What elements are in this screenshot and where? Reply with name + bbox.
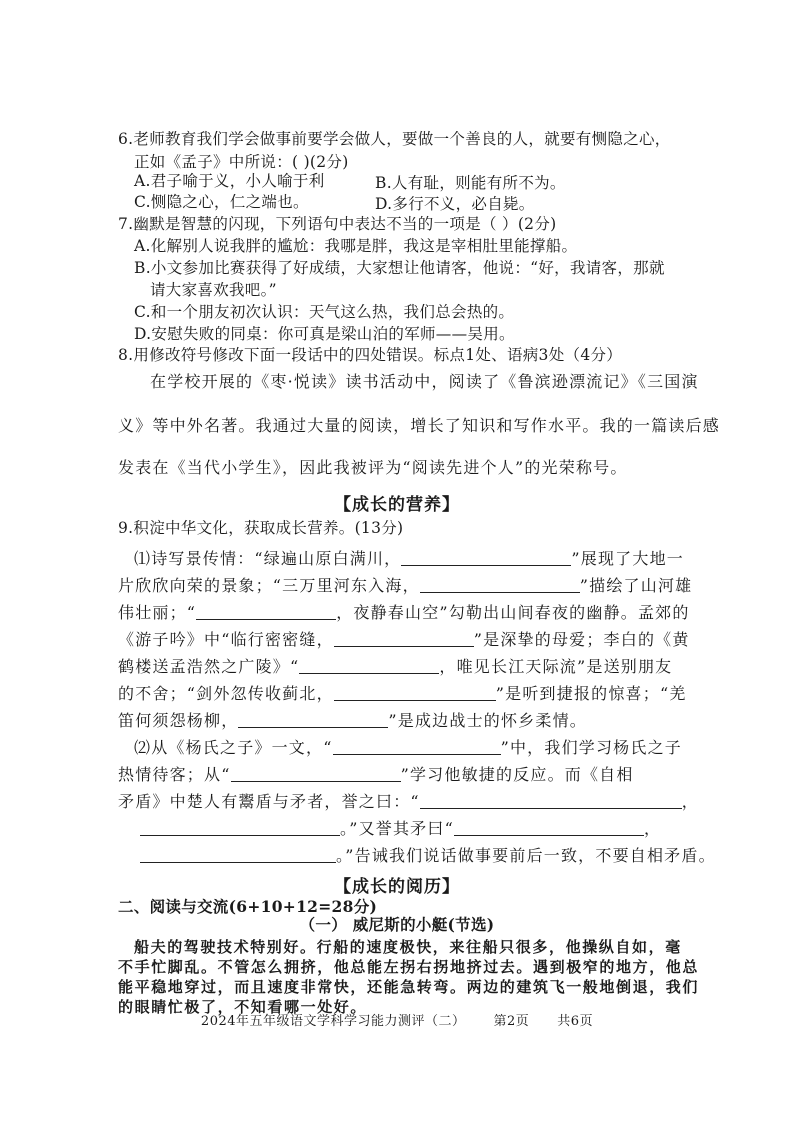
q7-option-d: D.安慰失败的同桌：你可真是梁山泊的军师——吴用。 [134,325,515,343]
q9-line8 [134,736,682,760]
q9-line7 [118,709,587,733]
q9-line6-text-b: ”是听到捷报的惊喜；“羌 [495,684,687,703]
q9-line11-text-b: 。”又誉其矛曰“ [340,819,454,838]
q9-line2-text-a: 片欣欣向荣的景象；“三万里河东入海， [118,576,420,595]
q9-line2-text-b: ”描绘了山河雄 [579,576,693,595]
q9-line9-text-b: ”学习他敏捷的反应。而《自相 [400,765,634,784]
answer-blank[interactable] [299,657,439,674]
q6-option-d: D.多行不义，必自毙。 [375,195,535,213]
q9-line2 [118,574,692,598]
reading-subtitle: （一） 威尼斯的小艇(节选) [299,915,495,934]
q9-line8-text-a: ⑵从《杨氏之子》一文，“ [134,738,333,757]
q9-line11-text-c: ， [643,819,662,838]
q9-line3 [118,601,690,625]
q9-line12 [140,844,716,868]
q6-option-c: C.恻隐之心，仁之端也。 [134,193,309,211]
answer-blank[interactable] [238,711,388,728]
q9-line6-text-a: 的不舍；“剑外忽传收蓟北， [118,684,334,703]
reading-line2: 不手忙脚乱。不管怎么拥挤，他总能左拐右拐地挤过去。遇到极窄的地方，他总 [118,958,700,976]
q6-option-a: A.君子喻于义，小人喻于利 [134,172,325,190]
answer-blank[interactable] [231,765,401,782]
q7-option-c: C.和一个朋友初次认识：天气这么热，我们总会热的。 [134,303,515,321]
q7-stem: 7.幽默是智慧的闪现，下列语句中表达不当的一项是（ ）(2分) [118,215,557,233]
q6-stem-line2: 正如《孟子》中所说：( )(2分) [134,153,349,171]
answer-blank[interactable] [140,819,340,836]
q7-option-b-line2: 请大家喜欢我吧。” [150,281,277,299]
q9-line10 [118,790,699,814]
q9-line12-text-b: 。”告诫我们说话做事要前后一致，不要自相矛盾。 [336,846,716,865]
answer-blank[interactable] [333,738,501,755]
q8-paragraph-line3: 发表在《当代小学生》，因此我被评为“阅读先进个人”的光荣称号。 [118,458,628,477]
q9-line6 [118,682,687,706]
page-footer [0,1010,794,1029]
q9-line1-text-b: ”展现了大地一 [571,549,684,568]
part2-heading: 二、阅读与交流(6+10+12=28分) [118,897,378,916]
answer-blank[interactable] [454,819,644,836]
reading-line4: 的眼睛忙极了，不知看哪一处好。 [118,998,368,1016]
q9-line5-text-a: 鹤楼送孟浩然之广陵》“ [118,657,300,676]
footer-exam-title: 2024年五年级语文学科学习能力测评（二） [200,1014,466,1029]
q9-line7-text-b: ”是成边战士的怀乡柔情。 [388,711,587,730]
answer-blank[interactable] [140,846,336,863]
answer-blank[interactable] [420,576,580,593]
q6-stem-line1: 6.老师教育我们学会做事前要学会做人，要做一个善良的人，就要有恻隐之心， [118,130,671,148]
q9-line10-text-b: ， [681,792,699,811]
q6-option-b: B.人有耻，则能有所不为。 [375,174,566,192]
answer-blank[interactable] [401,549,571,566]
section-title-nutrition: 【成长的营养】 [334,495,460,515]
q9-line4 [118,628,690,652]
q9-line5-text-b: ，唯见长江天际流”是送别朋友 [439,657,673,676]
q9-line1-text-a: ⑴诗写景传情：“绿遍山原白满川， [134,549,402,568]
q7-option-b-line1: B.小文参加比赛获得了好成绩，大家想让他请客，他说：“好，我请客，那就 [134,259,665,277]
q8-paragraph-line1: 在学校开展的《枣·悦读》读书活动中，阅读了《鲁滨逊漂流记》《三国演 [150,372,699,391]
q9-line9 [118,763,634,787]
q9-line7-text-a: 笛何须怨杨柳， [118,711,239,730]
q9-line4-text-b: ”是深挚的母爱；李白的《黄 [473,630,690,649]
answer-blank[interactable] [334,630,474,647]
q9-line3-text-a: 伟壮丽；“ [118,603,197,622]
q9-line5 [118,655,672,679]
q8-stem: 8.用修改符号修改下面一段话中的四处错误。标点1处、语病3处（4分） [118,346,623,364]
footer-total-pages: 共6页 [557,1014,594,1029]
answer-blank[interactable] [196,603,336,620]
footer-page-number: 第2页 [493,1014,530,1029]
reading-line3: 能平稳地穿过，而且速度非常快，还能急转弯。两边的建筑飞一般地倒退，我们 [118,978,700,996]
q8-paragraph-line2: 义》等中外名著。我通过大量的阅读，增长了知识和写作水平。我的一篇读后感 [118,416,721,435]
q7-option-a: A.化解别人说我胖的尴尬：我哪是胖，我这是宰相肚里能撑船。 [134,237,578,255]
q9-line8-text-b: ”中，我们学习杨氏之子 [500,738,682,757]
reading-line1: 船夫的驾驶技术特别好。行船的速度极快，来往船只很多，他操纵自如，毫 [134,938,682,956]
q9-line3-text-b: ，夜静春山空”勾勒出山间春夜的幽静。孟郊的 [336,603,690,622]
q9-line4-text-a: 《游子吟》中“临行密密缝， [118,630,334,649]
q9-stem: 9.积淀中华文化，获取成长营养。(13分) [118,519,404,537]
answer-blank[interactable] [334,684,496,701]
section-title-experience: 【成长的阅历】 [334,877,460,897]
q9-line9-text-a: 热情待客；从“ [118,765,231,784]
q9-line10-text-a: 矛盾》中楚人有鬻盾与矛者，誉之曰：“ [118,792,420,811]
q9-line1 [134,547,684,571]
q9-line11 [140,817,661,841]
answer-blank[interactable] [420,792,682,809]
